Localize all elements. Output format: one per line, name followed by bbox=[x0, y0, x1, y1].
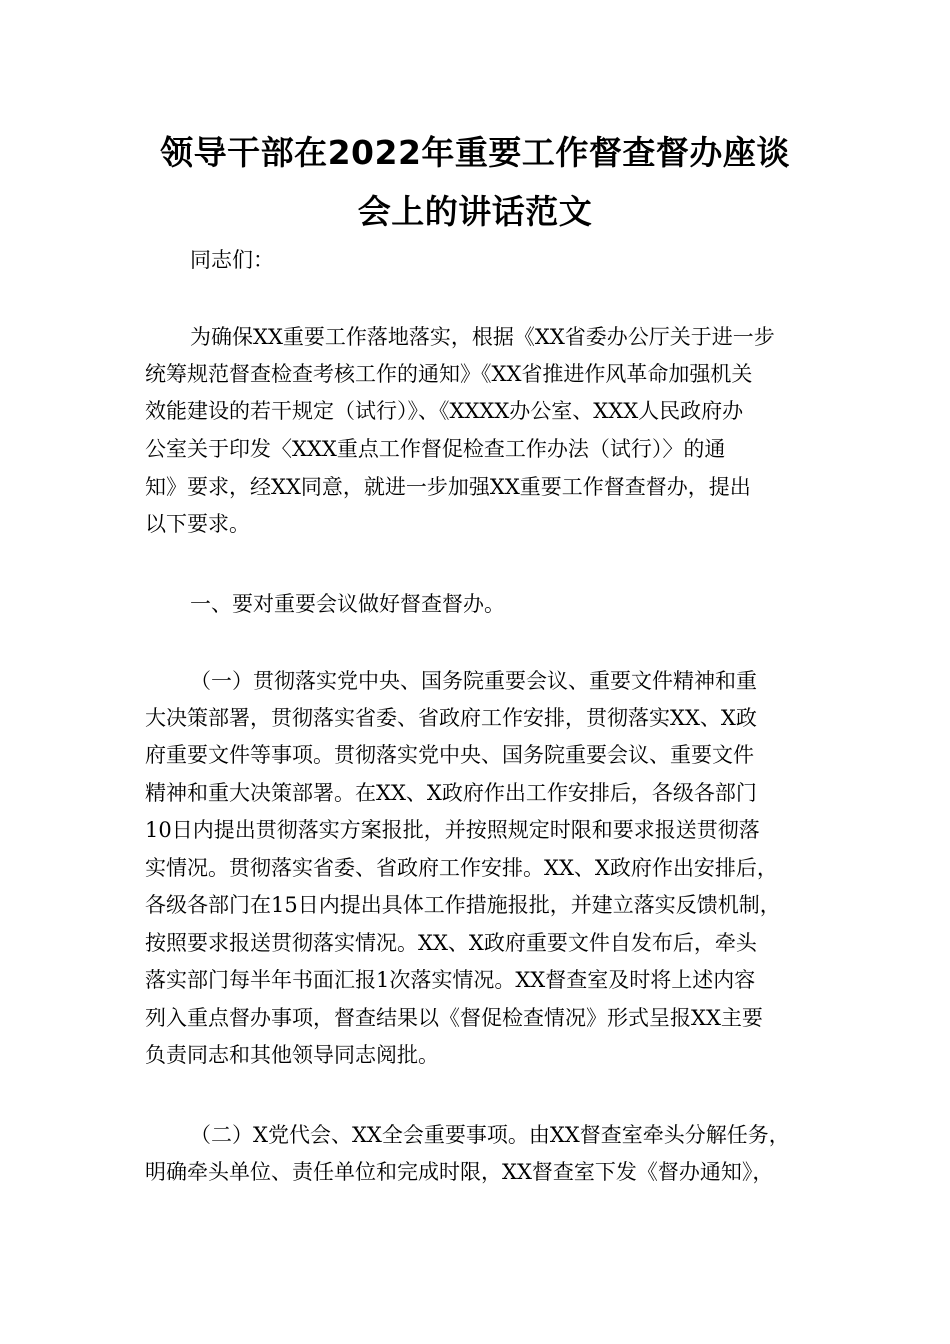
paragraph-2-line: 列入重点督办事项，督查结果以《督促检查情况》形式呈报XX主要 bbox=[145, 1006, 763, 1030]
paragraph-1-line: 以下要求。 bbox=[145, 512, 250, 536]
paragraph-1-line: 为确保XX重要工作落地落实，根据《XX省委办公厅关于进一步 bbox=[190, 325, 775, 349]
paragraph-2-line: 按照要求报送贯彻落实情况。XX、X政府重要文件自发布后，牵头 bbox=[145, 931, 757, 955]
paragraph-2-line: 10日内提出贯彻落实方案报批，并按照规定时限和要求报送贯彻落 bbox=[145, 818, 760, 842]
document-title-line-1: 领导干部在2022年重要工作督查督办座谈 bbox=[160, 133, 790, 172]
document-title-line-2: 会上的讲话范文 bbox=[357, 192, 593, 231]
paragraph-2-line: （一）贯彻落实党中央、国务院重要会议、重要文件精神和重 bbox=[190, 669, 757, 693]
paragraph-3-line: 明确牵头单位、责任单位和完成时限，XX督查室下发《督办通知》， bbox=[145, 1160, 774, 1184]
paragraph-3-line: （二）X党代会、XX全会重要事项。由XX督查室牵头分解任务， bbox=[190, 1123, 790, 1147]
paragraph-2-line: 实情况。贯彻落实省委、省政府工作安排。XX、X政府作出安排后， bbox=[145, 856, 778, 880]
paragraph-1-line: 知》要求，经XX同意，就进一步加强XX重要工作督查督办，提出 bbox=[145, 475, 751, 499]
section-heading-1: 一、要对重要会议做好督查督办。 bbox=[190, 592, 505, 616]
paragraph-2-line: 落实部门每半年书面汇报1次落实情况。XX督查室及时将上述内容 bbox=[145, 968, 756, 992]
paragraph-2-line: 大决策部署，贯彻落实省委、省政府工作安排，贯彻落实XX、X政 bbox=[145, 706, 757, 730]
paragraph-2-line: 负责同志和其他领导同志阅批。 bbox=[145, 1043, 439, 1067]
paragraph-2-line: 精神和重大决策部署。在XX、X政府作出工作安排后，各级各部门 bbox=[145, 781, 757, 805]
paragraph-1-line: 效能建设的若干规定（试行）》、《XXXX办公室、XXX人民政府办 bbox=[145, 399, 744, 423]
paragraph-1-line: 统筹规范督查检查考核工作的通知》《XX省推进作风革命加强机关 bbox=[145, 362, 753, 386]
salutation: 同志们： bbox=[190, 248, 274, 272]
paragraph-2-line: 府重要文件等事项。贯彻落实党中央、国务院重要会议、重要文件 bbox=[145, 743, 754, 767]
paragraph-2-line: 各级各部门在15日内提出具体工作措施报批，并建立落实反馈机制， bbox=[145, 893, 781, 917]
paragraph-1-line: 公室关于印发〈XXX重点工作督促检查工作办法（试行）〉的通 bbox=[145, 437, 726, 461]
